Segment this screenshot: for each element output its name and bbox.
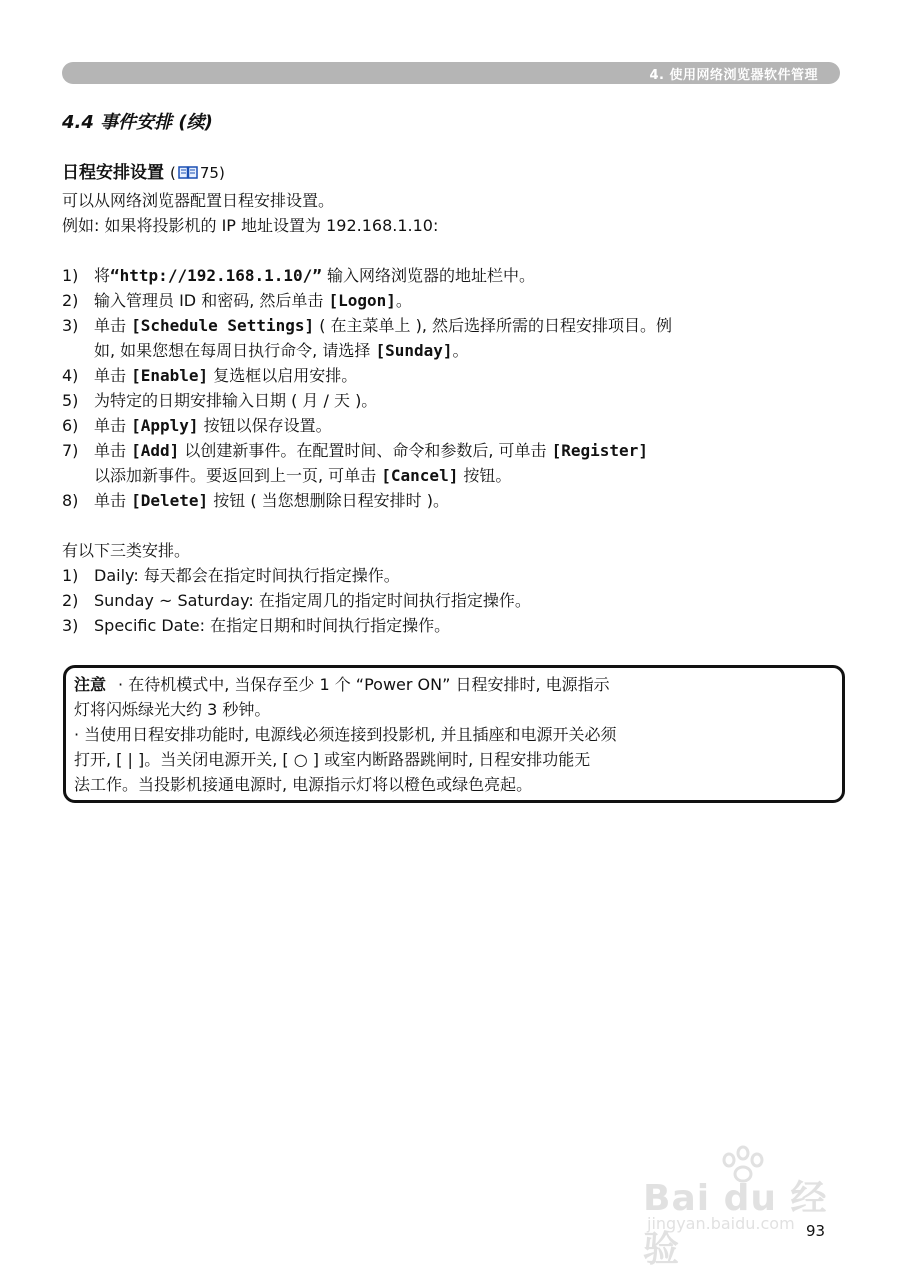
step-item bbox=[62, 488, 852, 513]
step-continuation bbox=[62, 338, 852, 363]
step-item bbox=[62, 388, 852, 413]
step-text: 单击 bbox=[94, 441, 132, 460]
step-bold: [Delete] bbox=[131, 491, 209, 510]
step-text: 输入管理员 ID 和密码, 然后单击 bbox=[94, 291, 329, 310]
type-text: Daily: 每天都会在指定时间执行指定操作。 bbox=[94, 566, 400, 585]
step-number: 1) bbox=[62, 266, 79, 285]
type-item bbox=[62, 563, 852, 588]
step-number: 3) bbox=[62, 316, 79, 335]
step-text: 以添加新事件。要返回到上一页, 可单击 bbox=[94, 466, 382, 485]
step-text: ( 在主菜单上 ), 然后选择所需的日程安排项目。例 bbox=[314, 316, 673, 335]
type-item bbox=[62, 613, 852, 638]
page-number: 93 bbox=[806, 1222, 826, 1240]
step-item bbox=[62, 363, 852, 388]
step-number: 5) bbox=[62, 391, 79, 410]
note-line: 法工作。当投影机接通电源时, 电源指示灯将以橙色或绿色亮起。 bbox=[74, 775, 533, 794]
watermark-brand: Bai du 经验 bbox=[643, 1178, 828, 1270]
step-continuation bbox=[62, 463, 852, 488]
step-number: 4) bbox=[62, 366, 79, 385]
step-bold: “http://192.168.1.10/” bbox=[110, 266, 322, 285]
step-text: 输入网络浏览器的地址栏中。 bbox=[321, 266, 536, 285]
step-item bbox=[62, 313, 852, 338]
page-reference[interactable] bbox=[170, 164, 225, 182]
step-text: 复选框以启用安排。 bbox=[208, 366, 358, 385]
step-text: 按钮以保存设置。 bbox=[198, 416, 332, 435]
step-item bbox=[62, 263, 852, 288]
step-bold: [Apply] bbox=[131, 416, 199, 435]
step-number: 7) bbox=[62, 441, 79, 460]
step-bold: [Register] bbox=[551, 441, 648, 460]
step-text: 将 bbox=[94, 266, 111, 285]
step-bold: [Sunday] bbox=[375, 341, 453, 360]
step-text: 。 bbox=[395, 291, 412, 310]
type-number: 1) bbox=[62, 566, 79, 585]
step-text: 单击 bbox=[94, 416, 132, 435]
type-number: 3) bbox=[62, 616, 79, 635]
step-item bbox=[62, 288, 852, 313]
type-text: Specific Date: 在指定日期和时间执行指定操作。 bbox=[94, 616, 451, 635]
step-text: 单击 bbox=[94, 491, 132, 510]
step-text: 。 bbox=[452, 341, 469, 360]
step-text: 单击 bbox=[94, 366, 132, 385]
intro-line: 例如: 如果将投影机的 IP 地址设置为 192.168.1.10: bbox=[62, 216, 439, 235]
step-text: 按钮 ( 当您想删除日程安排时 )。 bbox=[208, 491, 449, 510]
chapter-header-bar bbox=[62, 62, 840, 84]
step-number: 2) bbox=[62, 291, 79, 310]
step-text: 为特定的日期安排输入日期 ( 月 / 天 )。 bbox=[94, 391, 378, 410]
step-bold: [Cancel] bbox=[381, 466, 459, 485]
chapter-header-title: 4. 使用网络浏览器软件管理 bbox=[649, 68, 818, 83]
note-line: · 当使用日程安排功能时, 电源线必须连接到投影机, 并且插座和电源开关必须 bbox=[74, 725, 617, 744]
body-text bbox=[62, 188, 852, 638]
step-number: 6) bbox=[62, 416, 79, 435]
note-line: 打开, [ | ]。当关闭电源开关, [ ○ ] 或室内断路器跳闸时, 日程安排功能无 bbox=[74, 750, 591, 769]
step-bold: [Enable] bbox=[131, 366, 209, 385]
type-text: Sunday ~ Saturday: 在指定周几的指定时间执行指定操作。 bbox=[94, 591, 531, 610]
step-text: 以创建新事件。在配置时间、命令和参数后, 可单击 bbox=[179, 441, 552, 460]
note-line: · 在待机模式中, 当保存至少 1 个 “Power ON” 日程安排时, 电源指示 bbox=[118, 675, 610, 694]
step-text: 单击 bbox=[94, 316, 132, 335]
types-heading: 有以下三类安排。 bbox=[62, 541, 191, 560]
step-number: 8) bbox=[62, 491, 79, 510]
step-bold: [Schedule Settings] bbox=[131, 316, 315, 335]
watermark-url: jingyan.baidu.com bbox=[647, 1214, 795, 1233]
type-item bbox=[62, 588, 852, 613]
page-reference-number: 75) bbox=[199, 164, 225, 182]
note-line: 灯将闪烁绿光大约 3 秒钟。 bbox=[74, 700, 271, 719]
subsection-heading bbox=[62, 158, 225, 183]
step-text: 如, 如果您想在每周日执行命令, 请选择 bbox=[94, 341, 376, 360]
step-bold: [Logon] bbox=[328, 291, 396, 310]
book-icon bbox=[178, 166, 198, 180]
intro-line: 可以从网络浏览器配置日程安排设置。 bbox=[62, 191, 335, 210]
section-title: 4.4 事件安排 (续) bbox=[62, 112, 213, 133]
step-item bbox=[62, 438, 852, 463]
step-bold: [Add] bbox=[131, 441, 180, 460]
note-box bbox=[63, 665, 845, 803]
page-reference-open: ( bbox=[170, 164, 176, 182]
note-label: 注意 bbox=[74, 675, 107, 694]
step-text: 按钮。 bbox=[458, 466, 512, 485]
step-item bbox=[62, 413, 852, 438]
type-number: 2) bbox=[62, 591, 79, 610]
subsection-title: 日程安排设置 bbox=[62, 163, 164, 183]
